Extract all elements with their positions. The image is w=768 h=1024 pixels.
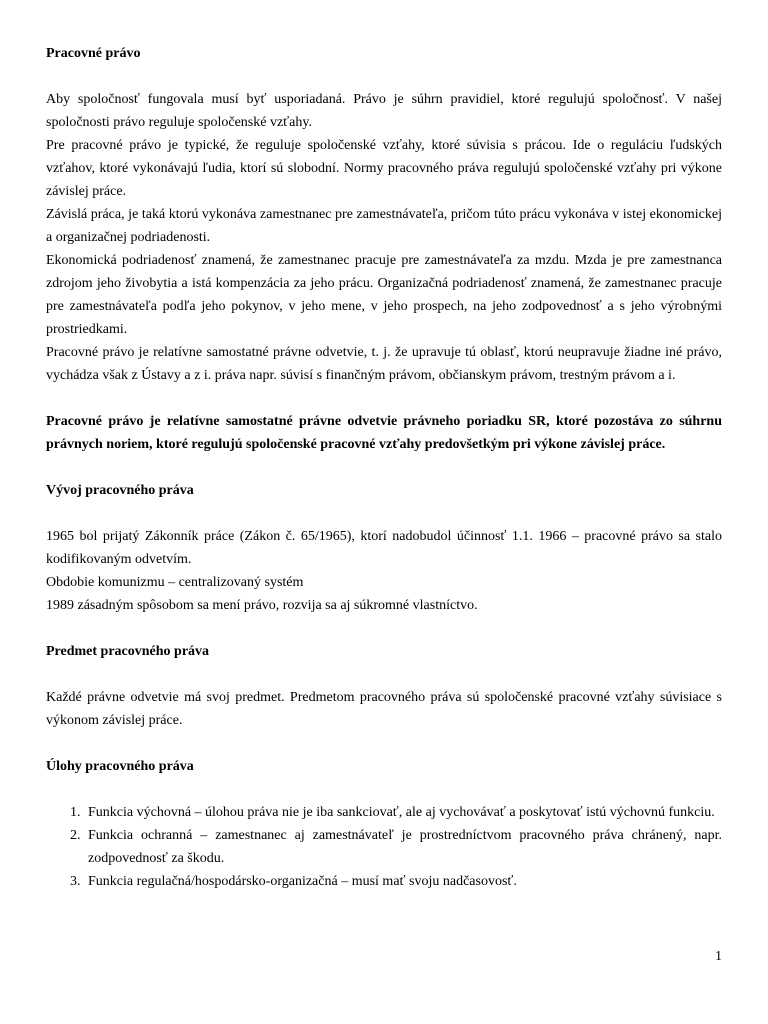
definition-paragraph: Pracovné právo je relatívne samostatné právne odvetvie právneho poriadku SR, ktoré pozostáva zo súhrnu právnych noriem, ktoré regulujú spoločenské pracovné vzťahy predovšetkým pri výkone závislej práce. bbox=[46, 414, 722, 452]
spacer bbox=[46, 617, 722, 640]
paragraph: Aby spoločnosť fungovala musí byť usporiadaná. Právo je súhrn pravidiel, ktoré regulujú spoločnosť. V našej spoločnosti právo reguluje spoločenské vzťahy. bbox=[46, 92, 722, 130]
spacer bbox=[46, 387, 722, 410]
numbered-list bbox=[46, 801, 722, 893]
spacer bbox=[46, 778, 722, 801]
text-line: Obdobie komunizmu – centralizovaný systém bbox=[46, 575, 304, 590]
section-heading: Vývoj pracovného práva bbox=[46, 483, 194, 498]
paragraph: Pracovné právo je relatívne samostatné právne odvetvie, t. j. že upravuje tú oblasť, ktorú neupravuje žiadne iné právo, vychádza však z Ústavy a z i. práva napr. súvisí s finančným právom, občianskym právom, trestným právom a i. bbox=[46, 345, 722, 383]
document-body bbox=[46, 42, 722, 893]
text-line: 1989 zásadným spôsobom sa mení právo, rozvija sa aj súkromné vlastníctvo. bbox=[46, 598, 478, 613]
list-item: 2. Funkcia ochranná – zamestnanec aj zamestnávateľ je prostredníctvom pracovného práva chránený, napr. zodpovednosť za škodu. bbox=[84, 824, 722, 870]
section-heading: Pracovné právo bbox=[46, 46, 141, 61]
spacer bbox=[46, 456, 722, 479]
list-item: 3. Funkcia regulačná/hospodársko-organizačná – musí mať svoju nadčasovosť. bbox=[84, 870, 722, 893]
paragraph: Pre pracovné právo je typické, že reguluje spoločenské vzťahy, ktoré súvisia s prácou. Ide o reguláciu ľudských vzťahov, ktoré vykonávajú ľudia, ktorí sú slobodní. Normy pracovného práva regulujú spoločenské vzťahy pri výkone závislej práce. bbox=[46, 138, 722, 199]
paragraph: Každé právne odvetvie má svoj predmet. Predmetom pracovného práva sú spoločenské pracovné vzťahy súvisiace s výkonom závislej práce. bbox=[46, 690, 722, 728]
spacer bbox=[46, 65, 722, 88]
section-heading: Predmet pracovného práva bbox=[46, 644, 210, 659]
section-heading: Úlohy pracovného práva bbox=[46, 759, 194, 774]
paragraph: 1965 bol prijatý Zákonník práce (Zákon č. 65/1965), ktorí nadobudol účinnosť 1.1. 1966 – pracovné právo sa stalo kodifikovaným odvetvím. bbox=[46, 529, 722, 567]
spacer bbox=[46, 502, 722, 525]
paragraph: Ekonomická podriadenosť znamená, že zamestnanec pracuje pre zamestnávateľa za mzdu. Mzda je pre zamestnanca zdrojom jeho živobytia a istá kompenzácia za jeho prácu. Organizačná podriadenosť znamená, že zamestnanec pracuje pre zamestnávateľa podľa jeho pokynov, v jeho mene, v jeho prospech, na jeho zodpovednosť a s jeho výrobnými prostriedkami. bbox=[46, 253, 722, 337]
spacer bbox=[46, 663, 722, 686]
page-number: 1 bbox=[715, 949, 722, 964]
paragraph: Závislá práca, je taká ktorú vykonáva zamestnanec pre zamestnávateľa, pričom túto prácu vykonáva v istej ekonomickej a organizačnej podriadenosti. bbox=[46, 207, 722, 245]
list-item: 1. Funkcia výchovná – úlohou práva nie je iba sankciovať, ale aj vychovávať a poskytovať istú výchovnú funkciu. bbox=[84, 801, 722, 824]
spacer bbox=[46, 732, 722, 755]
